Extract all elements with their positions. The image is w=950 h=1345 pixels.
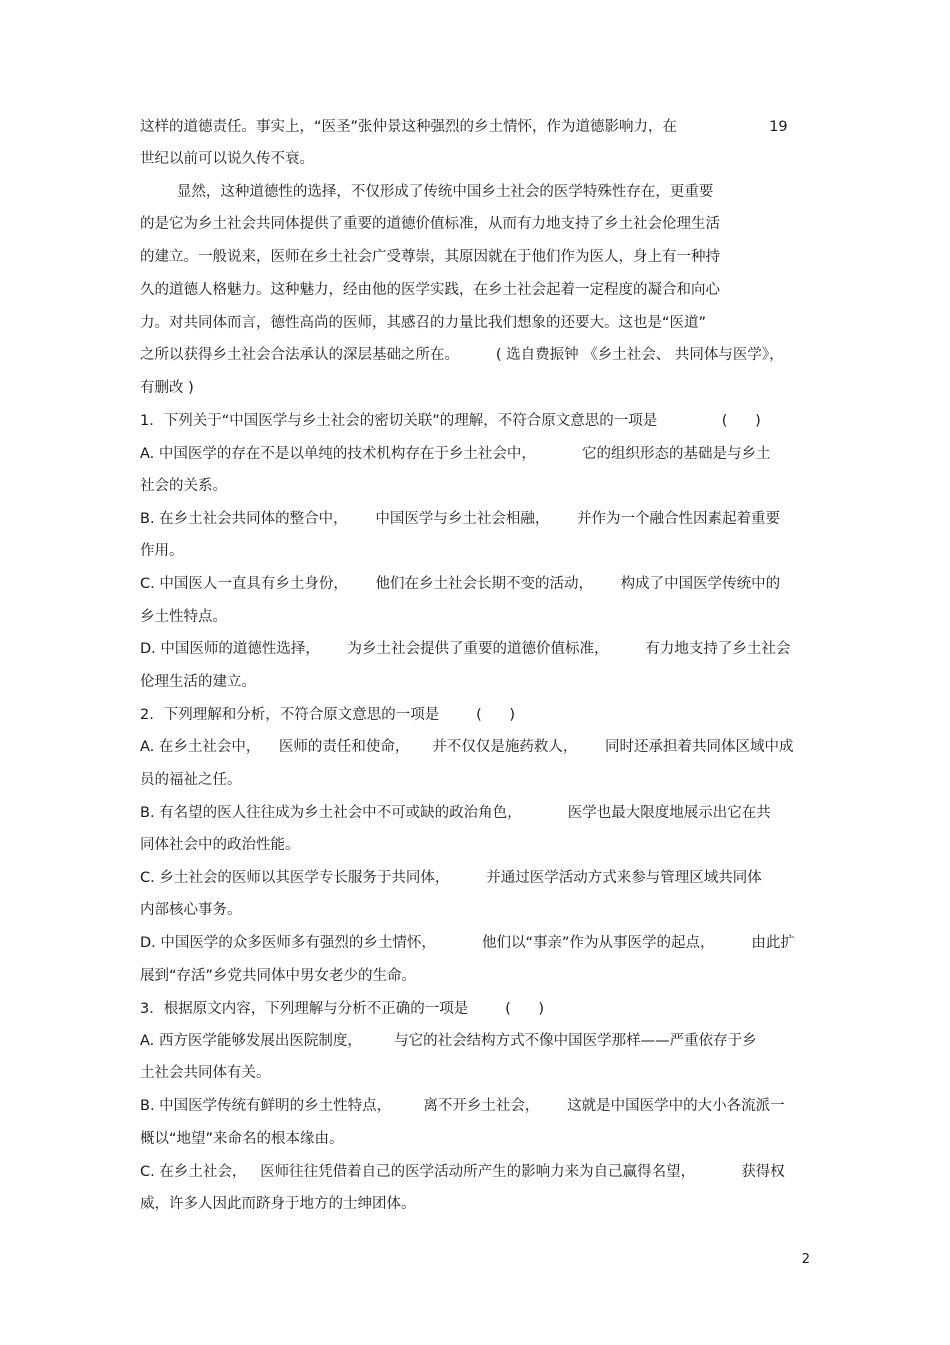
question-2-stem: 2．下列理解和分析，不符合原文意思的一项是 ( ) bbox=[140, 707, 516, 723]
question-1-option-a: A. 中国医学的存在不是以单纯的技术机构存在于乡土社会中， 它的组织形态的基础是与乡土 bbox=[140, 446, 771, 462]
passage-line: 世纪以前可以说久传不衰。 bbox=[140, 151, 314, 167]
question-2-option-a: A. 在乡土社会中， 医师的责任和使命， 并不仅仅是施药救人， 同时还承担着共同体区域中成 bbox=[140, 739, 794, 755]
question-3-option-c: C. 在乡土社会， 医师往往凭借着自己的医学活动所产生的影响力来为自己赢得名望， 获得权 bbox=[140, 1164, 785, 1180]
passage-line: 的建立。一般说来，医师在乡土社会广受尊崇，其原因就在于他们作为医人，身上有一种持 bbox=[140, 249, 720, 265]
passage-line: 力。对共同体而言，德性高尚的医师，其感召的力量比我们想象的还要大。这也是“医道” bbox=[140, 315, 707, 331]
passage-line: 久的道德人格魅力。这种魅力，经由他的医学实践，在乡土社会起着一定程度的凝合和向心 bbox=[140, 282, 720, 298]
question-2-option-d: 展到“存活”乡党共同体中男女老少的生命。 bbox=[140, 968, 417, 984]
question-3-stem: 3．根据原文内容，下列理解与分析不正确的一项是 ( ) bbox=[140, 1001, 545, 1017]
passage-line: 这样的道德责任。事实上，“医圣”张仲景这种强烈的乡土情怀，作为道德影响力，在 19 bbox=[140, 119, 788, 135]
question-3-option-a: A. 西方医学能够发展出医院制度， 与它的社会结构方式不像中国医学那样——严重依存于乡 bbox=[140, 1033, 757, 1049]
passage-line: 显然，这种道德性的选择，不仅形成了传统中国乡土社会的医学特殊性存在，更重要 bbox=[140, 184, 714, 200]
question-2-option-a: 员的福祉之任。 bbox=[140, 772, 242, 788]
question-1-option-b: 作用。 bbox=[140, 543, 184, 559]
question-1-option-b: B. 在乡土社会共同体的整合中， 中国医学与乡土社会相融， 并作为一个融合性因素起着重要 bbox=[140, 511, 780, 527]
question-1-option-d: 伦理生活的建立。 bbox=[140, 674, 256, 690]
question-1-option-d: D. 中国医师的道德性选择， 为乡土社会提供了重要的道德价值标准， 有力地支持了乡土社会 bbox=[140, 641, 791, 657]
passage-source-line: 有删改 ) bbox=[140, 380, 194, 396]
question-3-option-b: B. 中国医学传统有鲜明的乡土性特点， 离不开乡土社会， 这就是中国医学中的大小各流派一 bbox=[140, 1098, 785, 1114]
question-1-option-c: 乡土性特点。 bbox=[140, 609, 227, 625]
passage-line: 的是它为乡土社会共同体提供了重要的道德价值标准，从而有力地支持了乡土社会伦理生活 bbox=[140, 216, 720, 232]
question-1-option-a: 社会的关系。 bbox=[140, 478, 227, 494]
question-2-option-c: 内部核心事务。 bbox=[140, 902, 242, 918]
question-2-option-c: C. 乡土社会的医师以其医学专长服务于共同体， 并通过医学活动方式来参与管理区域共同体 bbox=[140, 870, 762, 886]
question-3-option-a: 土社会共同体有关。 bbox=[140, 1065, 271, 1081]
question-3-option-c: 威，许多人因此而跻身于地方的士绅团体。 bbox=[140, 1196, 416, 1212]
question-1-stem: 1．下列关于“中国医学与乡土社会的密切关联”的理解，不符合原文意思的一项是 ( ) bbox=[140, 413, 761, 429]
question-2-option-d: D. 中国医学的众多医师多有强烈的乡土情怀， 他们以“事亲”作为从事医学的起点， 由此扩 bbox=[140, 935, 795, 951]
question-2-option-b: 同体社会中的政治性能。 bbox=[140, 837, 300, 853]
question-3-option-b: 概以“地望”来命名的根本缘由。 bbox=[140, 1131, 344, 1147]
question-1-option-c: C. 中国医人一直具有乡土身份， 他们在乡土社会长期不变的活动， 构成了中国医学传统中的 bbox=[140, 576, 781, 592]
passage-source-line: 之所以获得乡土社会合法承认的深层基础之所在。 ( 选自费振钟 《乡土社会、 共同体与医学》， bbox=[140, 347, 784, 363]
page-number: 2 bbox=[801, 1252, 810, 1267]
question-2-option-b: B. 有名望的医人往往成为乡土社会中不可或缺的政治角色， 医学也最大限度地展示出它在共 bbox=[140, 805, 771, 821]
